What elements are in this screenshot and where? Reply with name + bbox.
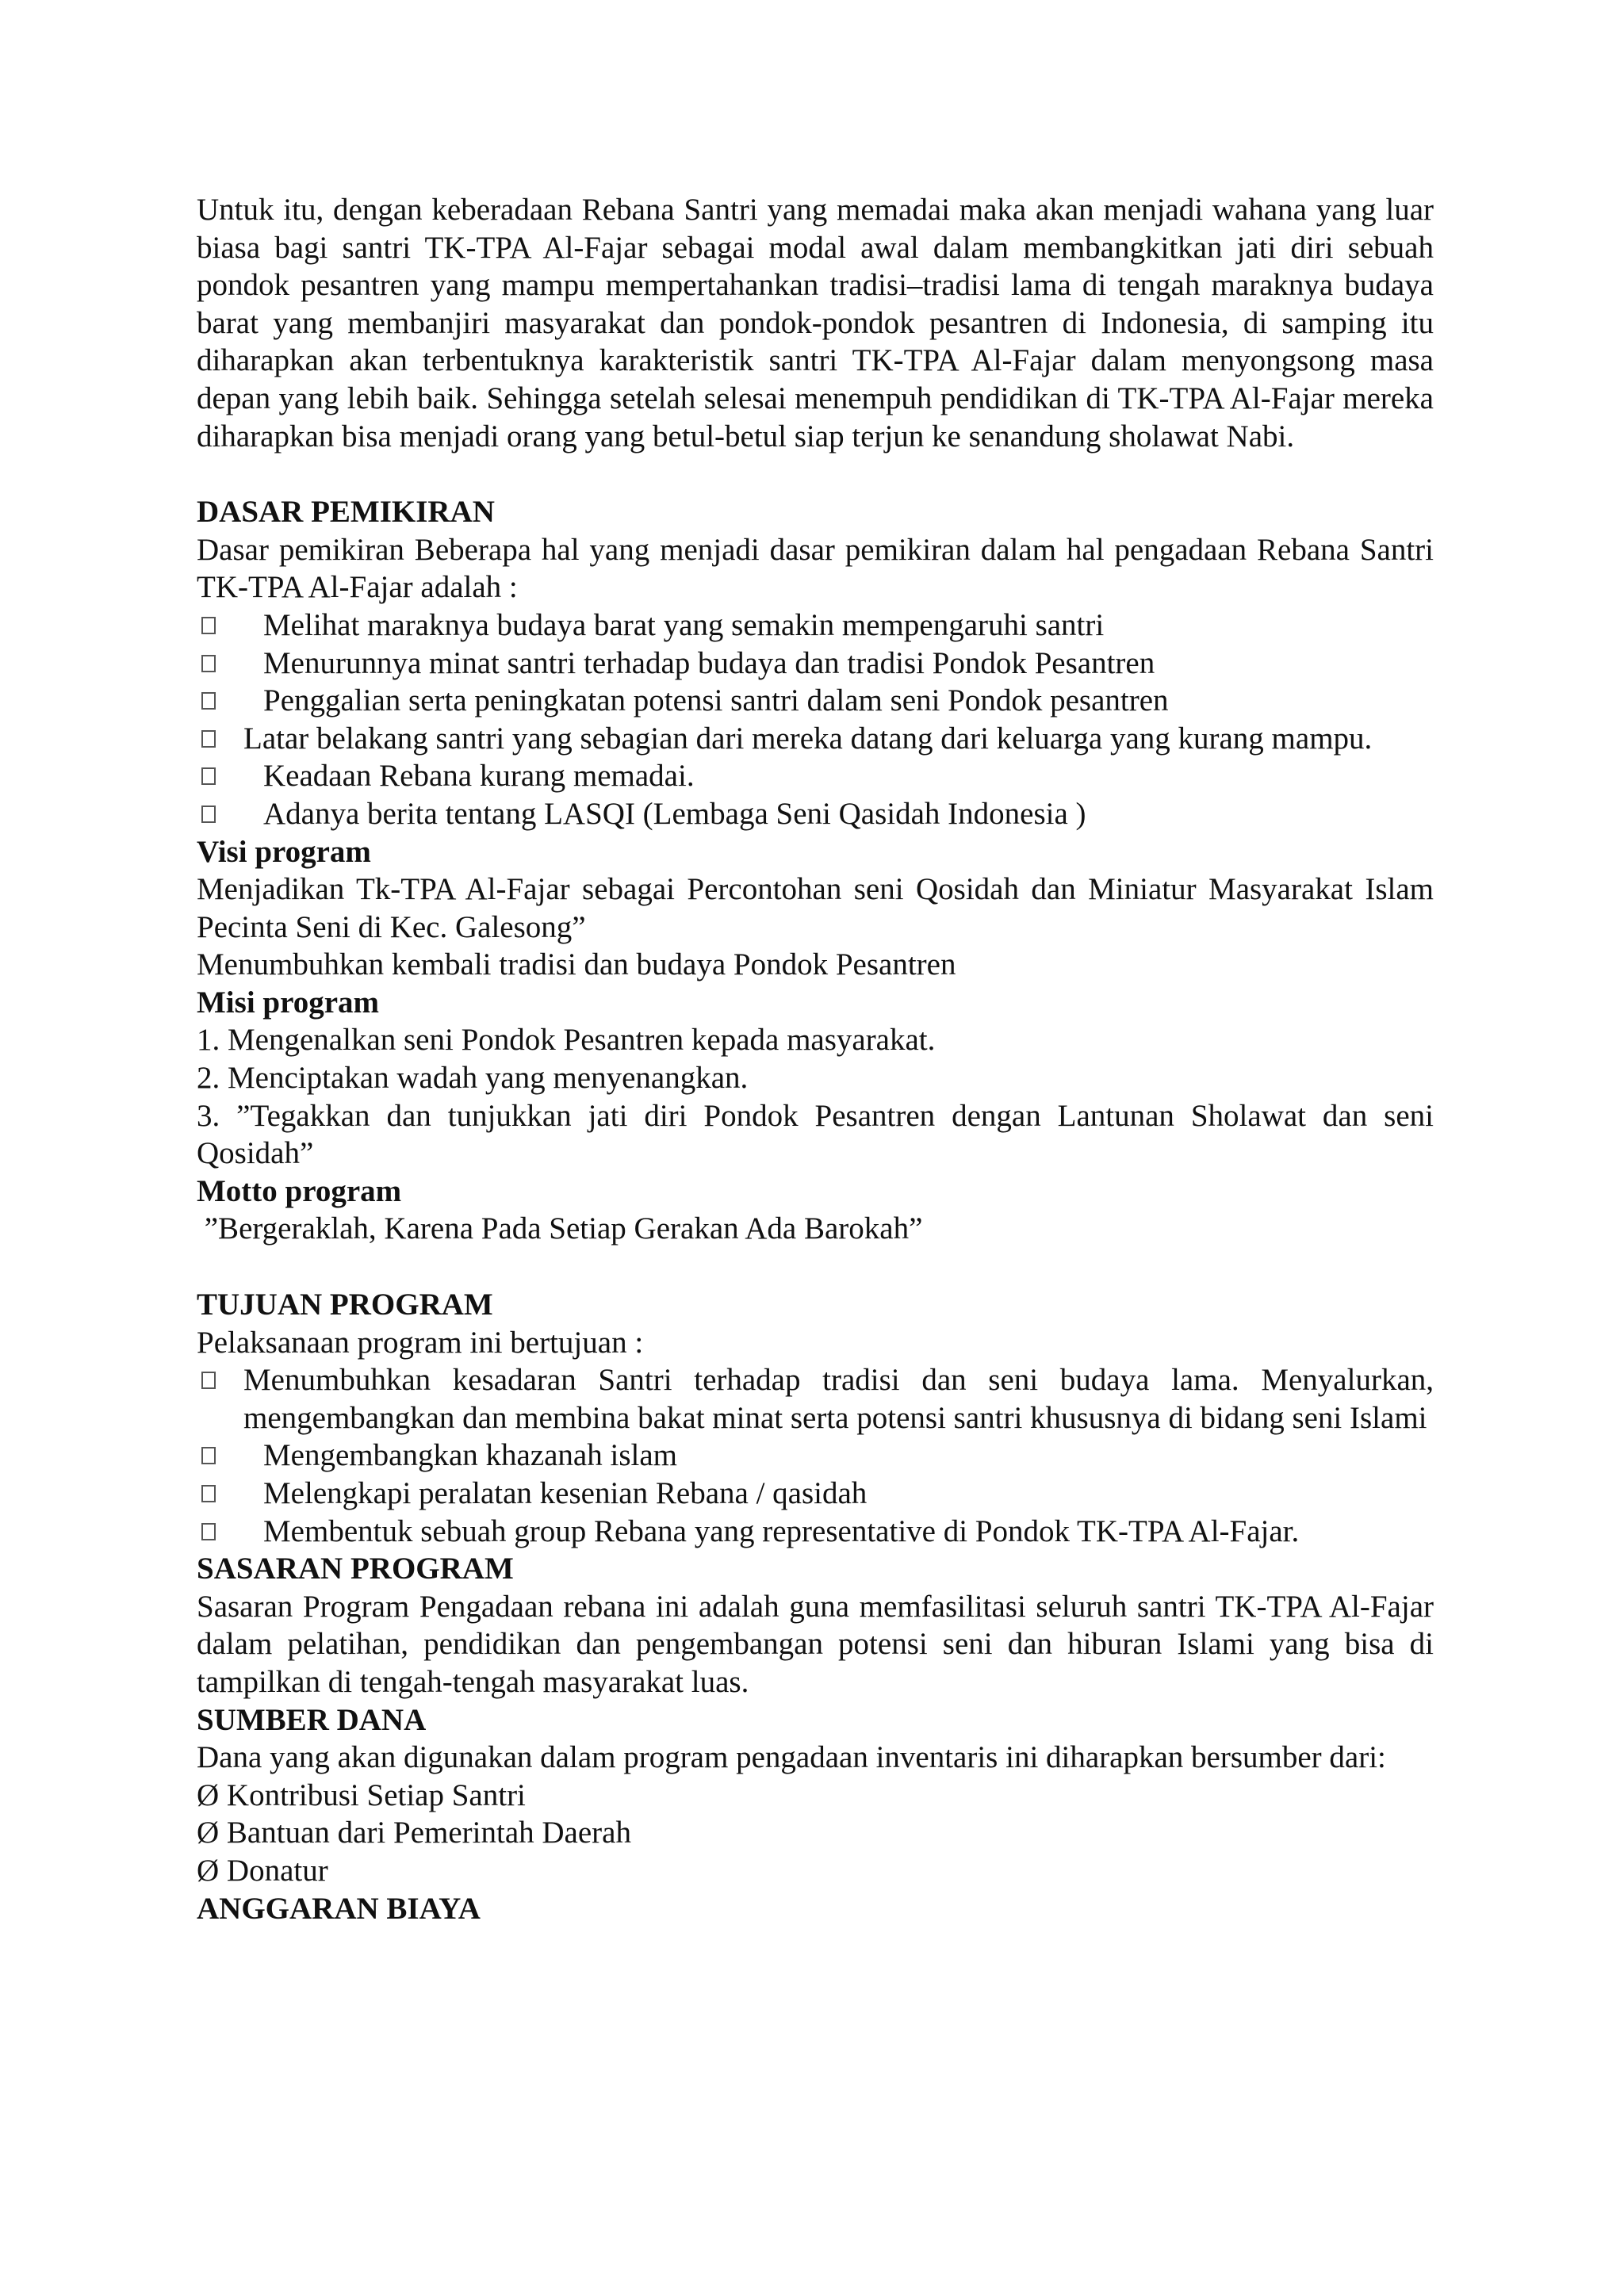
list-item: Melihat maraknya budaya barat yang semakin mempengaruhi santri (197, 607, 1434, 645)
intro-paragraph: Untuk itu, dengan keberadaan Rebana Santri yang memadai maka akan menjadi wahana yang luar biasa bagi santri TK-TPA Al-Fajar sebagai modal awal dalam membangkitkan jati diri sebuah pondok pesantren yang mampu mempertahankan tradisi–tradisi lama di tengah maraknya budaya barat yang membanjiri masyarakat dan pondok-pondok pesantren di Indonesia, di samping itu diharapkan akan terbentuknya karakteristik santri TK-TPA Al-Fajar dalam menyongsong masa depan yang lebih baik. Sehingga setelah selesai menempuh pendidikan di TK-TPA Al-Fajar mereka diharapkan bisa menjadi orang yang betul-betul siap terjun ke senandung sholawat Nabi. (197, 193, 1434, 453)
tujuan-intro: Pelaksanaan program ini bertujuan : (197, 1325, 644, 1360)
checkbox-glyph-icon (201, 1447, 216, 1464)
visi-heading: Visi program (197, 834, 371, 869)
list-item: Menurunnya minat santri terhadap budaya dan tradisi Pondok Pesantren (197, 645, 1434, 683)
checkbox-glyph-icon (201, 806, 216, 823)
visi-text: Menjadikan Tk-TPA Al-Fajar sebagai Percontohan seni Qosidah dan Miniatur Masyarakat Islam Pecinta Seni di Kec. Galesong” (197, 872, 1434, 944)
list-item: Melengkapi peralatan kesenian Rebana / qasidah (197, 1475, 1434, 1513)
list-item: Penggalian serta peningkatan potensi santri dalam seni Pondok pesantren (197, 682, 1434, 720)
motto-text: ”Bergeraklah, Karena Pada Setiap Gerakan Ada Barokah” (197, 1211, 923, 1246)
dasar-heading: DASAR PEMIKIRAN (197, 495, 495, 530)
sumber-text: Dana yang akan digunakan dalam program pengadaan inventaris ini diharapkan bersumber dari: (197, 1740, 1386, 1775)
dasar-list (197, 607, 1434, 833)
dasar-intro: Dasar pemikiran Beberapa hal yang menjadi dasar pemikiran dalam hal pengadaan Rebana Santri TK-TPA Al-Fajar adalah : (197, 532, 1434, 605)
motto-heading: Motto program (197, 1173, 402, 1208)
tujuan-list (197, 1361, 1434, 1550)
visi-text-2: Menumbuhkan kembali tradisi dan budaya Pondok Pesantren (197, 947, 956, 982)
sasaran-text: Sasaran Program Pengadaan rebana ini adalah guna memfasilitasi seluruh santri TK-TPA Al-Fajar dalam pelatihan, pendidikan dan pengembangan potensi seni dan hiburan Islami yang bisa di tampilkan di tengah-tengah masyarakat luas. (197, 1589, 1434, 1699)
checkbox-glyph-icon (201, 1372, 216, 1389)
tujuan-heading: TUJUAN PROGRAM (197, 1288, 493, 1322)
sumber-heading: SUMBER DANA (197, 1702, 427, 1737)
list-item: Latar belakang santri yang sebagian dari mereka datang dari keluarga yang kurang mampu. (197, 720, 1434, 758)
misi-heading: Misi program (197, 985, 380, 1020)
list-item: Mengembangkan khazanah islam (197, 1437, 1434, 1475)
list-item: Keadaan Rebana kurang memadai. (197, 757, 1434, 795)
sumber-item-1: Ø Kontribusi Setiap Santri (197, 1777, 526, 1812)
misi-item-3: 3. ”Tegakkan dan tunjukkan jati diri Pondok Pesantren dengan Lantunan Sholawat dan seni Qosidah” (197, 1098, 1434, 1171)
sumber-item-2: Ø Bantuan dari Pemerintah Daerah (197, 1816, 631, 1850)
checkbox-glyph-icon (201, 617, 216, 634)
misi-item-1: 1. Mengenalkan seni Pondok Pesantren kepada masyarakat. (197, 1023, 936, 1058)
section-gap (197, 455, 1434, 493)
checkbox-glyph-icon (201, 767, 216, 785)
checkbox-glyph-icon (201, 692, 216, 710)
section-gap (197, 1248, 1434, 1286)
list-item: Menumbuhkan kesadaran Santri terhadap tradisi dan seni budaya lama. Menyalurkan, mengembangkan dan membina bakat minat serta potensi santri khususnya di bidang seni Islami (197, 1361, 1434, 1437)
checkbox-glyph-icon (201, 1523, 216, 1540)
list-item: Adanya berita tentang LASQI (Lembaga Seni Qasidah Indonesia ) (197, 795, 1434, 833)
sasaran-heading: SASARAN PROGRAM (197, 1552, 514, 1586)
sumber-item-3: Ø Donatur (197, 1853, 328, 1888)
anggaran-heading: ANGGARAN BIAYA (197, 1891, 481, 1926)
misi-item-2: 2. Menciptakan wadah yang menyenangkan. (197, 1061, 749, 1096)
checkbox-glyph-icon (201, 1485, 216, 1502)
checkbox-glyph-icon (201, 730, 216, 748)
list-item: Membentuk sebuah group Rebana yang representative di Pondok TK-TPA Al-Fajar. (197, 1513, 1434, 1551)
checkbox-glyph-icon (201, 655, 216, 672)
